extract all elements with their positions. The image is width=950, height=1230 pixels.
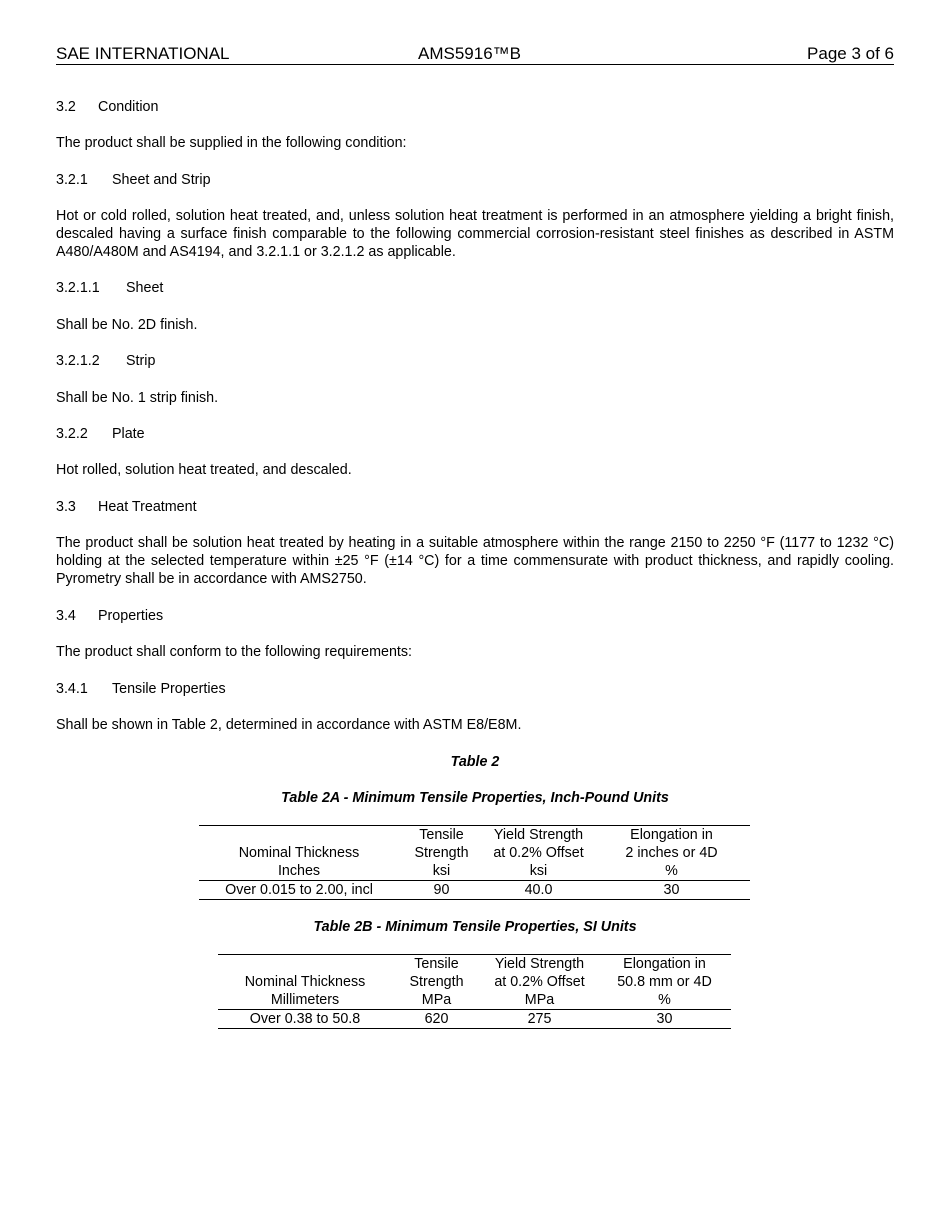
- col-header-yield-strength: Yield Strength at 0.2% Offset ksi: [493, 827, 584, 879]
- section-3-2-1-1-body: Shall be No. 2D finish.: [56, 317, 198, 333]
- cell-thickness: Over 0.38 to 50.8: [249, 1011, 361, 1027]
- section-3-4-1-body: Shall be shown in Table 2, determined in accordance with ASTM E8/E8M.: [56, 717, 522, 733]
- col-header-elongation: Elongation in 50.8 mm or 4D %: [617, 956, 712, 1008]
- section-3-4-heading: 3.4 Properties: [56, 608, 164, 624]
- section-3-2-1-2-body: Shall be No. 1 strip finish.: [56, 390, 219, 406]
- section-3-2-2-heading: 3.2.2 Plate: [56, 426, 145, 442]
- section-3-2-1-1-heading: 3.2.1.1 Sheet: [56, 280, 164, 296]
- cell-yield: 40.0: [524, 882, 553, 898]
- section-3-2-1-body: Hot or cold rolled, solution heat treated, and, unless solution heat treatment is performed in an atmosphere yielding a bright finish, descaled having a surface finish comparable to the following commercial corrosion-resistant steel finishes as described in ASTM A480/A480M and AS4194, and 3.2.1.1 or 3.2.1.2 as applicable.: [56, 208, 894, 260]
- section-3-2-1-heading: 3.2.1 Sheet and Strip: [56, 172, 211, 188]
- section-3-2-body: The product shall be supplied in the following condition:: [56, 135, 407, 151]
- table-row: [218, 1010, 731, 1029]
- document-id: AMS5916™B: [418, 44, 521, 63]
- section-3-3-heading: 3.3 Heat Treatment: [56, 499, 197, 515]
- cell-elongation: 30: [656, 1011, 673, 1027]
- table-2b-header-row: [218, 955, 731, 1010]
- section-3-2-1-2-heading: 3.2.1.2 Strip: [56, 353, 156, 369]
- section-3-3-body: The product shall be solution heat treated by heating in a suitable atmosphere within the range 2150 to 2250 °F (1177 to 1232 °C) holding at the selected temperature within ±25 °F (±14 °C) for a time commensurate with product thickness, and rapidly cooling. Pyrometry shall be in accordance with AMS2750.: [56, 535, 894, 587]
- col-header-tensile-strength: Tensile Strength MPa: [409, 956, 464, 1008]
- table-2a: [199, 825, 750, 900]
- page-number: Page 3 of 6: [807, 44, 894, 63]
- table-row: [199, 881, 750, 900]
- org-name: SAE INTERNATIONAL: [56, 44, 230, 63]
- section-3-2-2-body: Hot rolled, solution heat treated, and descaled.: [56, 462, 352, 478]
- cell-elongation: 30: [663, 882, 680, 898]
- cell-tensile: 620: [424, 1011, 449, 1027]
- col-header-nominal-thickness: Nominal Thickness Millimeters: [244, 974, 366, 1008]
- col-header-nominal-thickness: Nominal Thickness Inches: [238, 845, 360, 879]
- table-2-title: Table 2: [450, 754, 500, 770]
- page-header: [56, 44, 894, 65]
- section-3-4-1-heading: 3.4.1 Tensile Properties: [56, 681, 226, 697]
- cell-tensile: 90: [433, 882, 450, 898]
- cell-yield: 275: [527, 1011, 552, 1027]
- table-2a-caption: Table 2A - Minimum Tensile Properties, Inch-Pound Units: [281, 790, 669, 806]
- table-2b-caption: Table 2B - Minimum Tensile Properties, SI Units: [313, 919, 637, 935]
- table-2b: [218, 954, 731, 1029]
- section-3-2-heading: 3.2 Condition: [56, 99, 159, 115]
- col-header-elongation: Elongation in 2 inches or 4D %: [625, 827, 718, 879]
- cell-thickness: Over 0.015 to 2.00, incl: [225, 882, 373, 898]
- section-3-4-body: The product shall conform to the following requirements:: [56, 644, 413, 660]
- col-header-yield-strength: Yield Strength at 0.2% Offset MPa: [494, 956, 585, 1008]
- col-header-tensile-strength: Tensile Strength ksi: [414, 827, 469, 879]
- table-2a-header-row: [199, 826, 750, 881]
